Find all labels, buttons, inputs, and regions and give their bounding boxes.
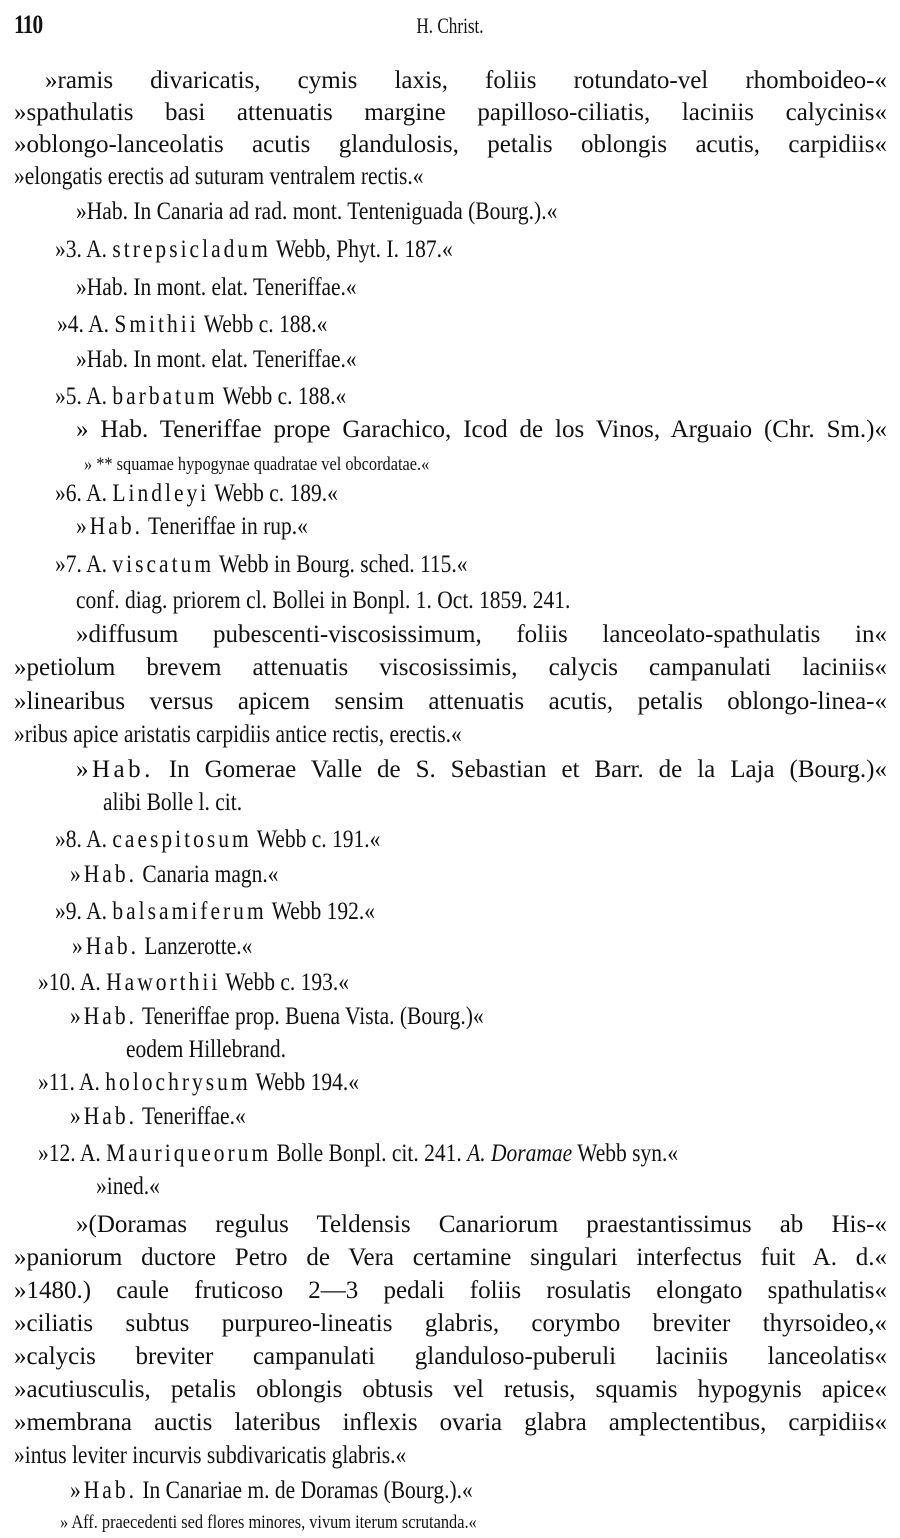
species-epithet: strepsicladum (112, 236, 271, 263)
page-number: 110 (14, 10, 43, 39)
text-line: »1480.) caule fruticoso 2—3 pedali foliis rosulatis elongato spathulatis« (14, 1277, 887, 1304)
text-line: »elongatis erectis ad suturam ventralem rectis.« (14, 163, 424, 190)
text-line: conf. diag. priorem cl. Bollei in Bonpl. 1. Oct. 1859. 241. (76, 587, 571, 614)
habitat-label: »Hab. (70, 861, 137, 888)
habitat-text: In Canariae m. de Doramas (Bourg.).« (136, 1477, 473, 1504)
species-citation: Webb c. 188.« (217, 383, 347, 410)
habitat-line: »Hab. In mont. elat. Teneriffae.« (76, 346, 357, 373)
habitat-line (72, 932, 252, 962)
synonym-name: A. Doramae (467, 1140, 573, 1167)
habitat-line (70, 1476, 473, 1506)
text-line: »ciliatis subtus purpureo-lineatis glabris, corymbo breviter thyrsoideo,« (14, 1310, 887, 1337)
habitat-text: Teneriffae prop. Buena Vista. (Bourg.)« (136, 1003, 484, 1030)
habitat-line (76, 755, 887, 785)
species-citation: Webb c. 188.« (198, 311, 328, 338)
species-epithet: barbatum (112, 383, 218, 410)
text-line: »linearibus versus apicem sensim attenuatis acutis, petalis oblongo-linea-« (14, 688, 887, 715)
species-number: »3. A. (55, 236, 113, 263)
species-citation: Webb 192.« (266, 898, 376, 925)
running-title: H. Christ. (416, 13, 484, 38)
habitat-label: »Hab. (70, 1103, 137, 1130)
species-epithet: Mauriqueorum (106, 1140, 272, 1167)
species-number: »8. A. (55, 826, 113, 853)
species-heading-6 (55, 479, 338, 509)
species-number: »6. A. (55, 480, 113, 507)
habitat-label: »Hab. (70, 1003, 137, 1030)
habitat-text: Canaria magn.« (136, 861, 279, 888)
habitat-text: Teneriffae.« (136, 1103, 246, 1130)
text-line: »petiolum brevem attenuatis viscosissimis, calycis campanulati laciniis« (14, 654, 887, 681)
habitat-line (70, 860, 278, 890)
species-citation: Webb c. 191.« (251, 826, 381, 853)
species-citation: Webb 194.« (250, 1069, 360, 1096)
text-line: »calycis breviter campanulati glanduloso-puberuli laciniis lanceolatis« (14, 1343, 887, 1370)
habitat-text: In Gomerae Valle de S. Sebastian et Barr. de la Laja (Bourg.)« (153, 756, 887, 783)
species-number: »10. A. (38, 969, 107, 996)
text-line: »(Doramas regulus Teldensis Canariorum praestantissimus ab His-« (76, 1211, 887, 1238)
species-heading-11 (38, 1068, 359, 1098)
species-epithet: Haworthii (106, 969, 221, 996)
note-line: » Aff. praecedenti sed flores minores, vivum iterum scrutanda.« (60, 1512, 477, 1533)
species-citation: Bolle Bonpl. cit. 241. (271, 1140, 468, 1167)
habitat-text: Lanzerotte.« (138, 933, 253, 960)
habitat-label: »Hab. (72, 933, 139, 960)
text-line: eodem Hillebrand. (126, 1036, 287, 1063)
species-citation: Webb, Phyt. I. 187.« (270, 236, 453, 263)
species-epithet: holochrysum (105, 1069, 251, 1096)
species-epithet: Smithii (114, 311, 199, 338)
habitat-line (70, 1102, 246, 1132)
species-epithet: viscatum (112, 551, 215, 578)
species-heading-9 (55, 897, 375, 927)
species-number: »12. A. (38, 1140, 107, 1167)
habitat-line: »Hab. In mont. elat. Teneriffae.« (76, 274, 357, 301)
species-number: »4. A. (57, 311, 115, 338)
species-number: »7. A. (55, 551, 113, 578)
species-number: »5. A. (55, 383, 113, 410)
habitat-line: » Hab. Teneriffae prope Garachico, Icod de los Vinos, Arguaio (Chr. Sm.)« (76, 416, 887, 443)
species-epithet: caespitosum (112, 826, 252, 853)
habitat-line (76, 512, 308, 542)
species-heading-10 (38, 968, 349, 998)
text-line: »paniorum ductore Petro de Vera certamine singulari interfectus fuit A. d.« (14, 1244, 887, 1271)
habitat-label: »Hab. (76, 756, 154, 783)
synonym-citation: Webb syn.« (572, 1140, 679, 1167)
text-line: »membrana auctis lateribus inflexis ovaria glabra amplectentibus, carpidiis« (14, 1409, 887, 1436)
species-citation: Webb c. 193.« (220, 969, 350, 996)
habitat-label: »Hab. (76, 513, 143, 540)
habitat-line (70, 1002, 484, 1032)
species-heading-7 (55, 550, 468, 580)
text-line: »diffusum pubescenti-viscosissimum, foliis lanceolato-spathulatis in« (76, 621, 887, 648)
species-heading-5 (55, 382, 346, 412)
text-line: »ined.« (96, 1173, 160, 1200)
species-heading-12 (38, 1139, 678, 1169)
text-line: alibi Bolle l. cit. (103, 789, 243, 816)
note-line: » ** squamae hypogynae quadratae vel obcordatae.« (84, 454, 430, 475)
text-line: »oblongo-lanceolatis acutis glandulosis, petalis oblongis acutis, carpidiis« (14, 131, 887, 158)
species-epithet: Lindleyi (112, 480, 210, 507)
text-line: »ramis divaricatis, cymis laxis, foliis rotundato-vel rhomboideo-« (45, 67, 887, 94)
text-line: »ribus apice aristatis carpidiis antice rectis, erectis.« (14, 721, 462, 748)
habitat-text: Teneriffae in rup.« (142, 513, 308, 540)
habitat-line: »Hab. In Canaria ad rad. mont. Tenteniguada (Bourg.).« (76, 198, 558, 225)
text-line: »intus leviter incurvis subdivaricatis glabris.« (14, 1442, 407, 1469)
species-epithet: balsamiferum (112, 898, 267, 925)
text-line: »spathulatis basi attenuatis margine papilloso-ciliatis, laciniis calycinis« (14, 99, 887, 126)
species-heading-4 (57, 310, 327, 340)
species-heading-3 (55, 235, 453, 265)
species-number: »11. A. (38, 1069, 106, 1096)
species-citation: Webb in Bourg. sched. 115.« (214, 551, 468, 578)
text-line: »acutiusculis, petalis oblongis obtusis vel retusis, squamis hypogynis apice« (14, 1376, 887, 1403)
species-number: »9. A. (55, 898, 113, 925)
species-heading-8 (55, 825, 380, 855)
species-citation: Webb c. 189.« (209, 480, 338, 507)
habitat-label: »Hab. (70, 1477, 137, 1504)
